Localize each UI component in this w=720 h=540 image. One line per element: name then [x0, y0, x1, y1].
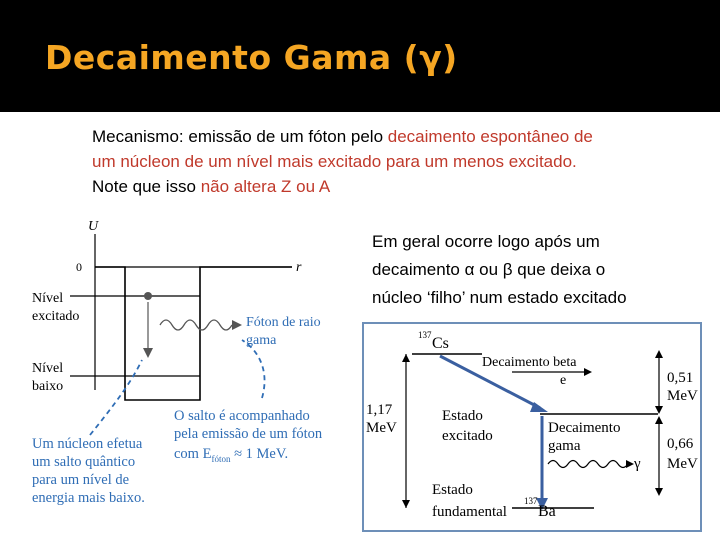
jump-caption-2: pela emissão de um fóton	[174, 426, 323, 442]
total-energy-arrowhead-top	[402, 354, 410, 362]
gamma-photon-arrowhead	[626, 460, 634, 468]
nucleon-caption-2: um salto quântico	[32, 454, 136, 470]
note-line-2: decaimento α ou β que deixa o	[372, 260, 606, 279]
intro-highlight-za: não altera Z ou A	[200, 177, 331, 196]
intro-highlight-decay: decaimento espontâneo de	[387, 127, 593, 146]
energy-bottom-value: 0,66	[667, 436, 694, 452]
intro-line-1-text: Mecanismo: emissão de um fóton pelo	[92, 127, 388, 146]
intro-line-1	[92, 124, 692, 149]
nucleon-pointer	[90, 360, 142, 435]
u-axis-label: U	[88, 219, 99, 234]
note-line-3: núcleo ‘filho’ num estado excitado	[372, 288, 627, 307]
decay-scheme-figure	[362, 322, 706, 534]
slide-title: Decaimento Gama (γ)	[45, 38, 458, 77]
intro-line-3	[92, 174, 692, 199]
jump-caption-3-text: com E	[174, 446, 212, 462]
ba-mass-number: 137	[524, 496, 538, 506]
nucleon-caption-3: para um nível de	[32, 472, 130, 488]
cs-mass-number: 137	[418, 330, 432, 340]
note-text	[372, 228, 692, 312]
cs-symbol: Cs	[432, 335, 449, 352]
photon-wave	[160, 320, 232, 330]
excited-state-label-2: excitado	[442, 428, 493, 444]
energy-scale-top-arrow-up	[655, 350, 663, 358]
gamma-photon-wave	[548, 461, 628, 468]
photon-label-1: Fóton de raio	[246, 315, 321, 330]
potential-well-figure	[30, 210, 360, 520]
nucleon-caption-4: energia mais baixo.	[32, 490, 145, 506]
photon-label-2: gama	[246, 333, 277, 348]
energy-scale-bottom-arrow-down	[655, 488, 663, 496]
jump-caption-3-sub: fóton	[211, 454, 231, 464]
excited-state-label-1: Estado	[442, 408, 483, 424]
electron-label: e	[560, 373, 567, 388]
r-axis-label: r	[296, 260, 302, 275]
energy-scale-top-arrow-down	[655, 406, 663, 414]
energy-bottom-unit: MeV	[667, 456, 698, 472]
excited-level-label-2: excitado	[32, 309, 80, 324]
excited-level-label-1: Nível	[32, 291, 64, 306]
ground-state-label-2: fundamental	[432, 504, 507, 520]
jump-caption-1: O salto é acompanhado	[174, 408, 310, 424]
jump-arrowhead	[143, 348, 153, 358]
ground-state-label-1: Estado	[432, 482, 473, 498]
intro-line-3-text: Note que isso	[92, 177, 201, 196]
beta-label: Decaimento beta	[482, 355, 577, 370]
energy-top-unit: MeV	[667, 388, 698, 404]
energy-top-value: 0,51	[667, 370, 694, 386]
low-level-label-1: Nível	[32, 361, 64, 376]
photon-arrowhead	[232, 320, 242, 330]
total-energy-value: 1,17	[366, 402, 393, 418]
low-level-label-2: baixo	[32, 379, 64, 394]
gamma-label-2: gama	[548, 438, 581, 454]
jump-pointer	[242, 340, 265, 398]
ba-symbol: Ba	[538, 503, 556, 520]
intro-line-2: um núcleon de um nível mais excitado para um menos excitado.	[92, 152, 577, 171]
note-line-1: Em geral ocorre logo após um	[372, 232, 600, 251]
gamma-label-1: Decaimento	[548, 420, 621, 436]
total-energy-arrowhead-bottom	[402, 500, 410, 508]
electron-arrowhead	[584, 368, 592, 376]
nucleon-excited-dot	[144, 292, 152, 300]
zero-label: 0	[76, 260, 82, 274]
intro-text	[92, 124, 692, 199]
total-energy-unit: MeV	[366, 420, 397, 436]
energy-scale-bottom-arrow-up	[655, 416, 663, 424]
jump-caption-3	[174, 446, 288, 464]
jump-caption-3-value: ≈ 1 MeV.	[230, 446, 289, 462]
gamma-symbol: γ	[634, 456, 641, 472]
nucleon-caption-1: Um núcleon efetua	[32, 436, 143, 452]
